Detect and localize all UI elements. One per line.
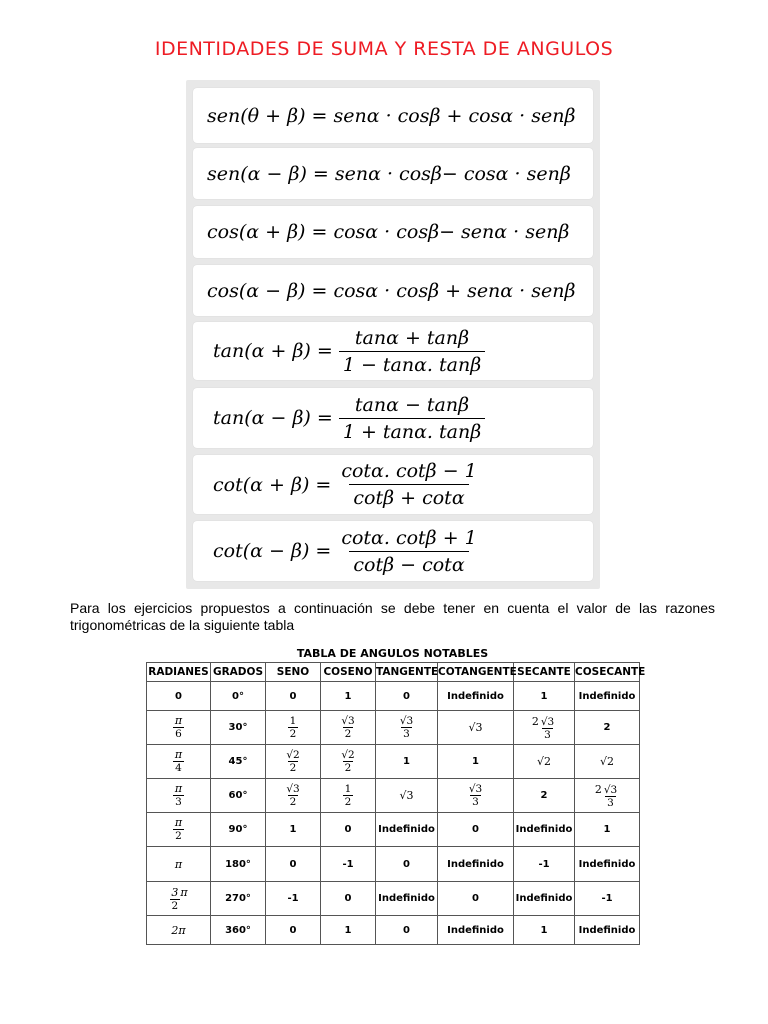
- formula-cot-diff: [193, 521, 593, 581]
- fraction-numerator: π: [174, 782, 183, 795]
- fraction-denominator: 2: [289, 728, 297, 740]
- cell-value: 0: [289, 858, 297, 870]
- table-title: TABLA DE ANGULOS NOTABLES: [296, 647, 489, 660]
- fraction: [339, 715, 356, 740]
- cell-coseno: [321, 745, 376, 779]
- fraction-denominator: 1 − tanα. tanβ: [339, 351, 485, 376]
- cell-seno: [266, 916, 321, 945]
- cell-radianes: [147, 916, 211, 945]
- cell-value: 360°: [225, 924, 251, 936]
- cell-value: 1: [540, 924, 548, 936]
- cell-cotangente: [438, 682, 514, 711]
- fraction-denominator: 6: [175, 728, 182, 740]
- cell-radianes: [147, 711, 211, 745]
- formula-sen-sum: [193, 88, 593, 143]
- fraction-numerator: √3: [468, 783, 483, 795]
- formula-text: sen(α − β) = senα · cosβ− cosα · senβ: [207, 162, 571, 185]
- fraction-numerator: cotα. cotβ − 1: [341, 460, 477, 482]
- table-row: [147, 882, 640, 916]
- cell-seno: [266, 711, 321, 745]
- cell-secante: [514, 916, 575, 945]
- fraction-denominator: 2: [344, 728, 352, 740]
- header-seno: SENO: [266, 663, 321, 682]
- formula-tan-sum: [193, 322, 593, 380]
- cell-tangente: [376, 682, 438, 711]
- cell-coseno: [321, 916, 376, 945]
- page-title: IDENTIDADES DE SUMA Y RESTA DE ANGULOS: [154, 38, 614, 60]
- header-secante: SECANTE: [514, 663, 575, 682]
- cell-value: Indefinido: [447, 924, 504, 936]
- fraction-numerator: √3: [540, 715, 555, 728]
- cell-value: 1: [344, 924, 352, 936]
- fraction-numerator: √3: [603, 783, 618, 796]
- cell-seno: [266, 813, 321, 847]
- table-row: [147, 916, 640, 945]
- cell-value: Indefinido: [378, 824, 435, 835]
- cell-value: π: [174, 857, 183, 871]
- cell-value: 0: [403, 924, 410, 936]
- cell-value: Indefinido: [578, 690, 636, 702]
- cell-secante: [514, 847, 575, 882]
- cell-value: 0: [175, 690, 182, 702]
- formula-fraction: [337, 460, 480, 509]
- fraction: [173, 816, 184, 842]
- cell-coseno: [321, 813, 376, 847]
- table-row: [147, 779, 640, 813]
- fraction-denominator: cotβ + cotα: [349, 484, 468, 509]
- fraction-denominator: 2: [289, 796, 297, 808]
- fraction-numerator: √3: [399, 715, 414, 727]
- cell-coseno: [321, 682, 376, 711]
- cell-grados: [211, 711, 266, 745]
- formula-panel: [186, 80, 600, 589]
- fraction: [284, 783, 301, 808]
- cell-grados: [211, 813, 266, 847]
- fraction-denominator: 3: [544, 728, 551, 741]
- fraction-denominator: 3: [175, 796, 182, 808]
- fraction: [594, 782, 619, 809]
- cell-value: 2: [603, 722, 611, 733]
- cell-value: 0: [403, 858, 410, 870]
- fraction-numerator: tanα + tanβ: [354, 326, 470, 349]
- cell-value: √2: [536, 755, 551, 768]
- cell-radianes: [147, 745, 211, 779]
- formula-fraction: [339, 327, 485, 376]
- coefficient: 2: [531, 714, 539, 728]
- header-cotangente: COTANGENTE: [438, 663, 514, 682]
- cell-value: Indefinido: [378, 893, 435, 904]
- formula-lhs: tan(α + β) =: [213, 340, 333, 362]
- cell-value: -1: [342, 858, 354, 870]
- fraction-denominator: 3: [607, 796, 614, 809]
- cell-secante: [514, 813, 575, 847]
- cell-radianes: [147, 779, 211, 813]
- cell-seno: [266, 847, 321, 882]
- cell-value: 1: [344, 690, 352, 702]
- fraction-numerator: 1: [289, 715, 297, 727]
- formula-text: cos(α + β) = cosα · cosβ− senα · senβ: [207, 221, 570, 243]
- cell-radianes: [147, 882, 211, 916]
- fraction: [339, 749, 356, 774]
- fraction-numerator: tanα − tanβ: [354, 393, 470, 416]
- table-row: [147, 813, 640, 847]
- formula-fraction: [339, 394, 485, 443]
- fraction-denominator: cotβ − cotα: [349, 551, 468, 576]
- fraction-denominator: 2: [175, 830, 182, 842]
- formula-lhs: cot(α − β) =: [213, 540, 332, 562]
- fraction-denominator: 1 + tanα. tanβ: [339, 418, 485, 443]
- cell-tangente: [376, 916, 438, 945]
- cell-tangente: [376, 779, 438, 813]
- cell-grados: [211, 745, 266, 779]
- cell-value: √2: [599, 755, 614, 768]
- cell-value: 1: [603, 824, 611, 835]
- cell-value: 0: [403, 690, 410, 702]
- cell-value: 0: [472, 893, 479, 904]
- cell-cotangente: [438, 847, 514, 882]
- fraction: [531, 714, 556, 741]
- cell-secante: [514, 745, 575, 779]
- cell-secante: [514, 711, 575, 745]
- cell-seno: [266, 682, 321, 711]
- fraction-numerator: π: [174, 714, 183, 727]
- fraction: [343, 783, 354, 808]
- header-grados: GRADOS: [211, 663, 266, 682]
- cell-value: 2: [540, 790, 548, 801]
- cell-value: √3: [468, 721, 483, 734]
- formula-lhs: tan(α − β) =: [213, 407, 333, 429]
- cell-value: -1: [538, 858, 550, 870]
- cell-value: 270°: [225, 893, 251, 904]
- cell-value: 45°: [228, 756, 248, 767]
- fraction-numerator: √3: [286, 783, 300, 795]
- cell-cosecante: [575, 813, 640, 847]
- formula-cos-sum: [193, 206, 593, 258]
- fraction-denominator: 2: [171, 899, 179, 912]
- cell-cosecante: [575, 916, 640, 945]
- fraction: [398, 715, 415, 740]
- cell-seno: [266, 882, 321, 916]
- cell-coseno: [321, 882, 376, 916]
- cell-coseno: [321, 779, 376, 813]
- formula-fraction: [337, 527, 480, 576]
- notable-angles-table-container: [146, 645, 646, 945]
- fraction: [169, 885, 188, 912]
- cell-value: 0: [344, 893, 352, 904]
- table-header-row: [147, 663, 640, 682]
- cell-tangente: [376, 813, 438, 847]
- cell-secante: [514, 682, 575, 711]
- fraction-denominator: 4: [175, 762, 182, 774]
- cell-radianes: [147, 682, 211, 711]
- formula-text: sen(θ + β) = senα · cosβ + cosα · senβ: [207, 104, 576, 127]
- formula-cot-sum: [193, 455, 593, 514]
- cell-grados: [211, 779, 266, 813]
- fraction-numerator: cotα. cotβ + 1: [341, 526, 477, 549]
- fraction: [467, 783, 484, 808]
- fraction-numerator: √2: [341, 749, 355, 761]
- cell-grados: [211, 847, 266, 882]
- cell-tangente: [376, 745, 438, 779]
- cell-cotangente: [438, 745, 514, 779]
- table-row: [147, 682, 640, 711]
- cell-tangente: [376, 847, 438, 882]
- cell-value: Indefinido: [578, 924, 636, 936]
- header-coseno: COSENO: [321, 663, 376, 682]
- cell-coseno: [321, 847, 376, 882]
- cell-secante: [514, 882, 575, 916]
- cell-value: -1: [601, 893, 613, 904]
- formula-tan-diff: [193, 388, 593, 448]
- notable-angles-table: [146, 662, 646, 945]
- fraction-numerator: π: [174, 748, 183, 761]
- cell-cotangente: [438, 779, 514, 813]
- fraction: [173, 748, 184, 774]
- table-body: [147, 682, 640, 945]
- header-cosecante: COSECANTE: [575, 663, 640, 682]
- cell-value: 180°: [225, 858, 251, 870]
- cell-value: 0°: [232, 690, 244, 702]
- cell-grados: [211, 916, 266, 945]
- cell-value: 1: [540, 690, 548, 702]
- cell-value: 0: [289, 690, 297, 702]
- instructions-paragraph: Para los ejercicios propuestos a continuación se debe tener en cuenta el valor de las razones trigonométricas de la siguiente tabla: [70, 600, 715, 633]
- cell-value: Indefinido: [515, 824, 573, 835]
- cell-value: Indefinido: [578, 858, 636, 870]
- cell-cosecante: [575, 847, 640, 882]
- cell-radianes: [147, 813, 211, 847]
- fraction-denominator: 2: [344, 762, 352, 774]
- cell-seno: [266, 779, 321, 813]
- cell-value: Indefinido: [447, 858, 504, 870]
- table-row: [147, 745, 640, 779]
- header-radianes: RADIANES: [147, 663, 211, 682]
- cell-value: 0: [344, 824, 352, 835]
- table-row: [147, 711, 640, 745]
- fraction-denominator: 2: [289, 762, 297, 774]
- fraction: [173, 714, 184, 740]
- coefficient: 2: [594, 782, 602, 796]
- cell-value: -1: [287, 893, 299, 904]
- cell-cotangente: [438, 882, 514, 916]
- fraction-numerator: 3: [171, 885, 179, 899]
- fraction-denominator: 2: [344, 796, 352, 808]
- header-tangente: TANGENTE: [376, 663, 438, 682]
- cell-cosecante: [575, 711, 640, 745]
- table-row: [147, 847, 640, 882]
- cell-radianes: [147, 847, 211, 882]
- fraction-numerator: √3: [341, 715, 355, 727]
- cell-value: Indefinido: [515, 893, 573, 904]
- cell-cosecante: [575, 882, 640, 916]
- cell-value: 0: [472, 824, 479, 835]
- cell-cosecante: [575, 779, 640, 813]
- cell-tangente: [376, 882, 438, 916]
- cell-secante: [514, 779, 575, 813]
- formula-lhs: cot(α + β) =: [213, 473, 332, 496]
- fraction-denominator: 3: [403, 728, 410, 740]
- fraction-numerator: π: [174, 816, 183, 829]
- fraction: [288, 715, 299, 740]
- cell-tangente: [376, 711, 438, 745]
- fraction-numerator: 1: [344, 783, 352, 795]
- cell-cosecante: [575, 682, 640, 711]
- formula-cos-diff: [193, 265, 593, 316]
- formula-text: cos(α − β) = cosα · cosβ + senα · senβ: [207, 279, 576, 302]
- cell-value: √3: [399, 789, 414, 802]
- cell-value: 90°: [228, 824, 248, 835]
- cell-cotangente: [438, 711, 514, 745]
- cell-grados: [211, 882, 266, 916]
- cell-value: 60°: [228, 790, 248, 801]
- cell-cotangente: [438, 813, 514, 847]
- cell-cotangente: [438, 916, 514, 945]
- formula-sen-diff: [193, 148, 593, 199]
- fraction: [284, 749, 301, 774]
- cell-value: Indefinido: [447, 690, 504, 702]
- cell-value: 0: [289, 924, 297, 936]
- fraction-numerator: √2: [286, 749, 300, 761]
- cell-cosecante: [575, 745, 640, 779]
- cell-value: 30°: [228, 722, 248, 733]
- pi-symbol: π: [180, 885, 188, 899]
- cell-grados: [211, 682, 266, 711]
- cell-value: 1: [289, 824, 297, 835]
- cell-seno: [266, 745, 321, 779]
- fraction-denominator: 3: [472, 796, 479, 808]
- cell-value: 1: [403, 756, 410, 767]
- cell-coseno: [321, 711, 376, 745]
- cell-value: 1: [472, 756, 479, 767]
- cell-value: 2π: [171, 923, 186, 937]
- fraction: [173, 782, 184, 808]
